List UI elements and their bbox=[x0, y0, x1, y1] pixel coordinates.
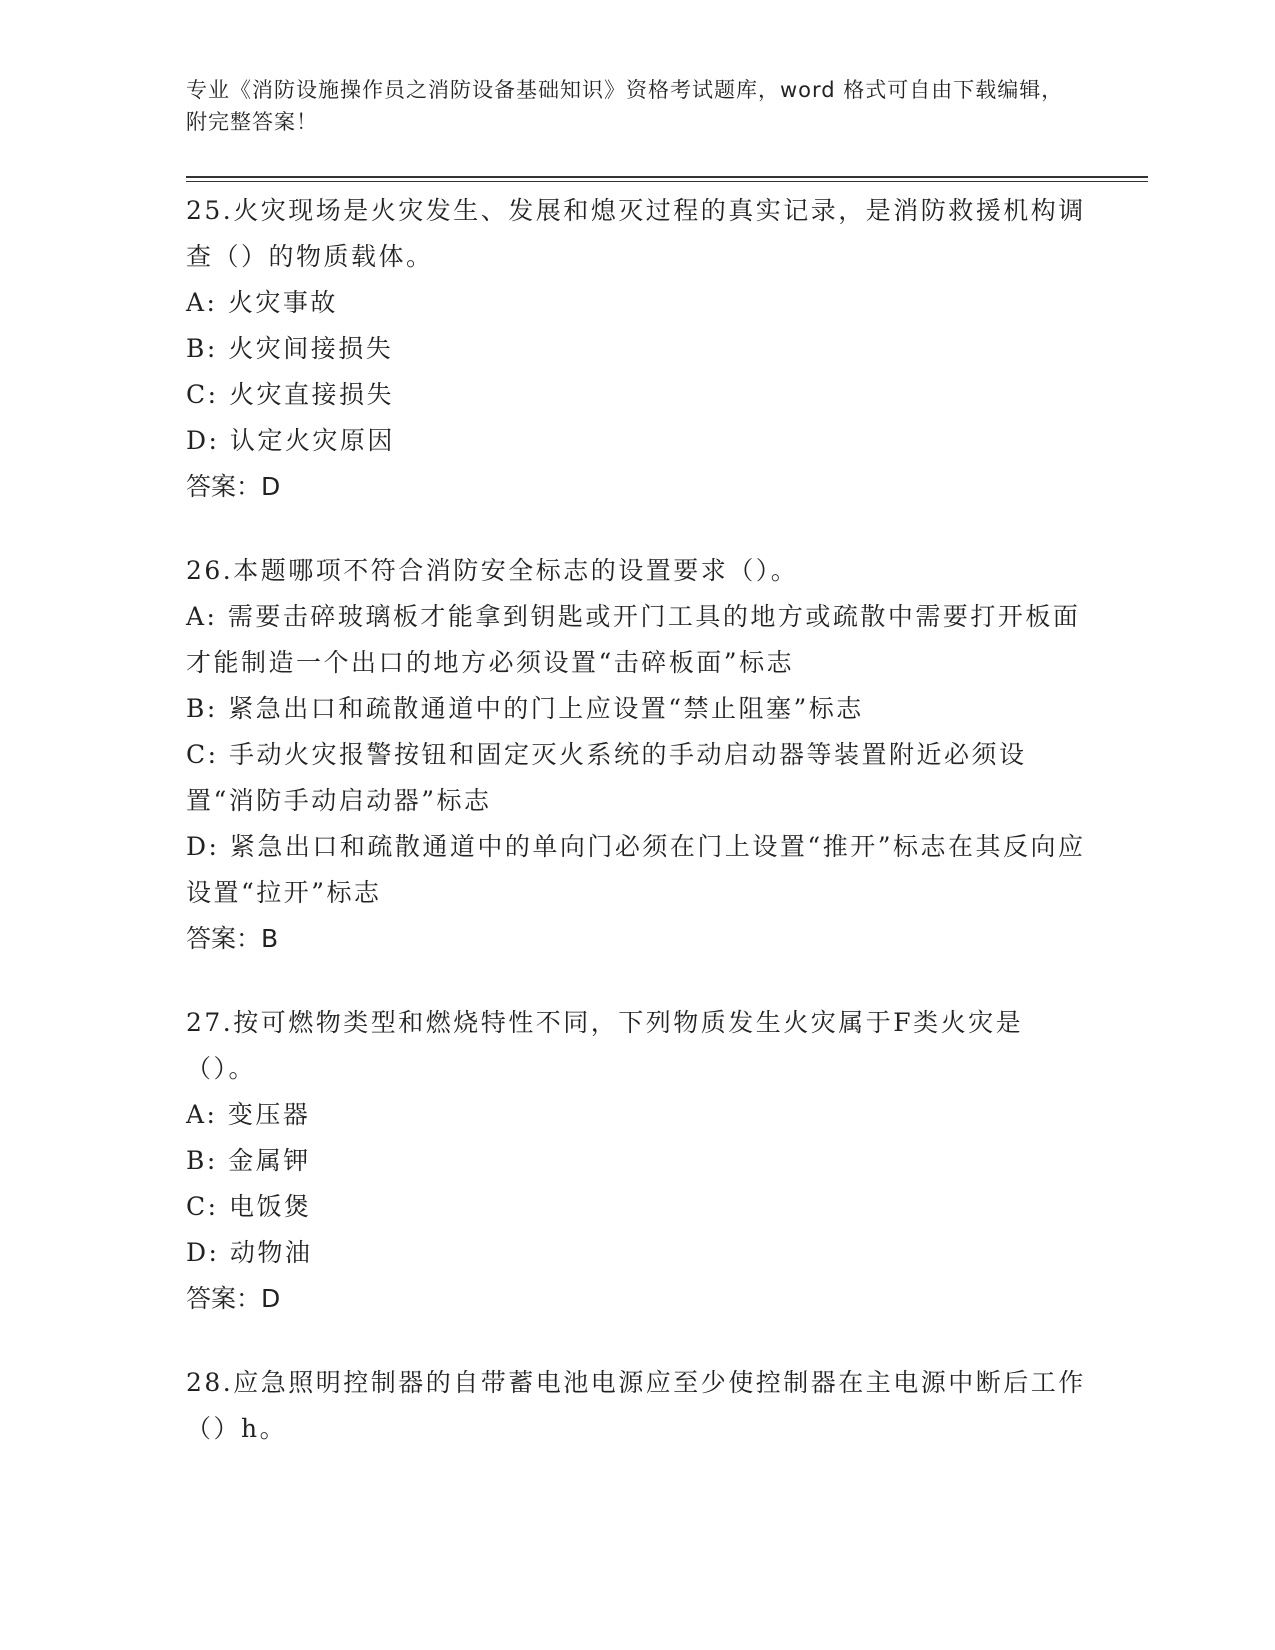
option-b: B: 紧急出口和疏散通道中的门上应设置“禁止阻塞”标志 bbox=[186, 694, 864, 723]
question-list bbox=[186, 188, 1086, 1490]
question-25 bbox=[186, 188, 1086, 510]
option-d: D: 认定火灾原因 bbox=[186, 426, 395, 455]
option-a: A: 变压器 bbox=[186, 1100, 311, 1129]
option-b: B: 火灾间接损失 bbox=[186, 334, 394, 363]
option-c: C: 手动火灾报警按钮和固定灭火系统的手动启动器等装置附近必须设置“消防手动启动器”标志 bbox=[186, 740, 1027, 815]
question-stem: 28.应急照明控制器的自带蓄电池电源应至少使控制器在主电源中断后工作（）h。 bbox=[186, 1368, 1086, 1443]
option-d: D: 紧急出口和疏散通道中的单向门必须在门上设置“推开”标志在其反向应设置“拉开”标志 bbox=[186, 832, 1086, 907]
question-26 bbox=[186, 548, 1086, 962]
answer: 答案：D bbox=[186, 1284, 281, 1313]
option-c: C: 火灾直接损失 bbox=[186, 380, 394, 409]
answer: 答案：B bbox=[186, 924, 279, 953]
question-stem: 26.本题哪项不符合消防安全标志的设置要求（）。 bbox=[186, 556, 799, 585]
question-stem: 25.火灾现场是火灾发生、发展和熄灭过程的真实记录，是消防救援机构调查（）的物质载体。 bbox=[186, 196, 1086, 271]
option-a: A: 需要击碎玻璃板才能拿到钥匙或开门工具的地方或疏散中需要打开板面才能制造一个出口的地方必须设置“击碎板面”标志 bbox=[186, 602, 1081, 677]
question-28 bbox=[186, 1360, 1086, 1452]
answer: 答案：D bbox=[186, 472, 281, 501]
question-27 bbox=[186, 1000, 1086, 1322]
header-divider-thin bbox=[186, 181, 1148, 182]
header-text: 专业《消防设施操作员之消防设备基础知识》资格考试题库，word 格式可自由下载编辑，附完整答案！ bbox=[186, 78, 1064, 134]
option-c: C: 电饭煲 bbox=[186, 1192, 312, 1221]
question-stem: 27.按可燃物类型和燃烧特性不同，下列物质发生火灾属于F类火灾是（）。 bbox=[186, 1008, 1024, 1083]
document-header bbox=[186, 74, 1066, 138]
option-d: D: 动物油 bbox=[186, 1238, 313, 1267]
header-divider-thick bbox=[186, 176, 1148, 178]
option-b: B: 金属钾 bbox=[186, 1146, 311, 1175]
option-a: A: 火灾事故 bbox=[186, 288, 338, 317]
